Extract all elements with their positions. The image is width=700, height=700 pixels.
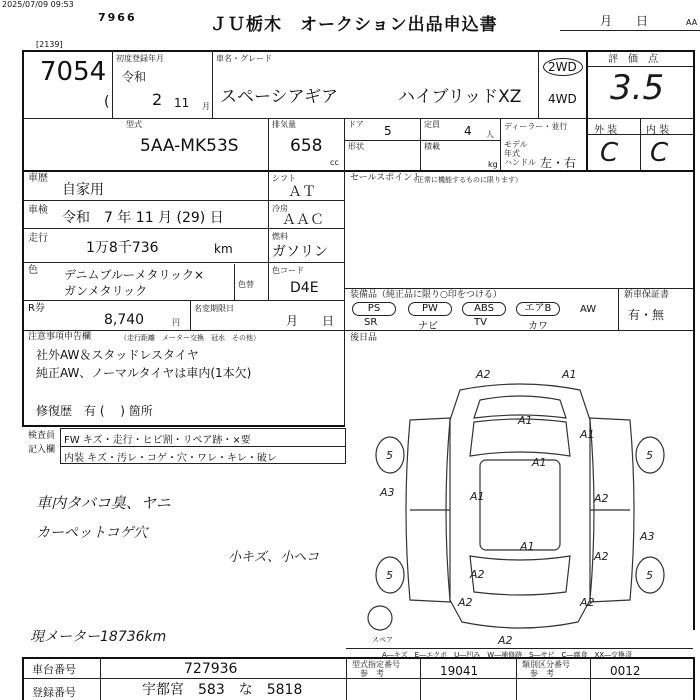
spare-wheel bbox=[368, 606, 392, 630]
mileage-label: 走行 bbox=[28, 233, 48, 244]
date-suffix: AA bbox=[686, 18, 698, 27]
mark-front-left: A2 bbox=[476, 368, 491, 381]
divider bbox=[100, 657, 101, 700]
warranty: 有・無 bbox=[628, 308, 665, 322]
mark-roof: A1 bbox=[532, 456, 547, 469]
color-line1: デニムブルーメタリック× bbox=[64, 268, 205, 282]
inspector-row2: 内装 キズ・汚レ・コゲ・穴・ワレ・キレ・破レ bbox=[64, 453, 277, 464]
sales-points-note: （正常に機能するものに限ります） bbox=[410, 176, 522, 184]
registration-month: 11 bbox=[174, 96, 190, 110]
recycle-label: R券 bbox=[28, 303, 45, 314]
divider bbox=[22, 170, 24, 332]
plate-number: 宇都宮 583 な 5818 bbox=[142, 682, 303, 698]
divider bbox=[22, 657, 24, 700]
spare-label: スペア bbox=[372, 636, 393, 644]
equip-pw: PW bbox=[408, 302, 452, 316]
mark-right-fender: A1 bbox=[580, 428, 595, 441]
mark-left-quarter: A2 bbox=[470, 568, 485, 581]
divider bbox=[693, 657, 695, 700]
category: 0012 bbox=[610, 664, 641, 678]
load-label: 積載 bbox=[424, 142, 440, 151]
mark-hood: A1 bbox=[518, 414, 533, 427]
inspection-label: 車検 bbox=[28, 205, 48, 216]
interior-grade: C bbox=[650, 138, 669, 168]
notes-line1: 社外AW＆スタッドレスタイヤ bbox=[36, 348, 199, 362]
color-change-label: 色替 bbox=[238, 280, 254, 289]
ref-label-1: 参 考 bbox=[360, 669, 384, 678]
date-fields: 月 日 bbox=[600, 14, 649, 28]
handwritten-line2: カーペットコゲ穴 bbox=[36, 525, 148, 541]
equip-abs: ABS bbox=[462, 302, 506, 316]
page-title: ＪＵ栃木 オークション出品申込書 bbox=[210, 15, 498, 35]
car-diagram bbox=[340, 360, 694, 650]
body-label: 形状 bbox=[348, 142, 364, 151]
rear-window bbox=[470, 556, 570, 595]
divider bbox=[22, 200, 344, 201]
interior-label: 内 装 bbox=[646, 125, 670, 136]
inspector-label1: 検査員 bbox=[28, 431, 56, 441]
divider bbox=[22, 262, 344, 263]
frame-top bbox=[22, 50, 694, 52]
color-line2: ガンメタリック bbox=[64, 284, 148, 298]
mark-rear-left: A2 bbox=[458, 596, 473, 609]
model-code: 5AA-MK53S bbox=[140, 136, 239, 156]
equip-ps: PS bbox=[352, 302, 396, 316]
divider bbox=[346, 657, 347, 700]
divider bbox=[344, 140, 500, 141]
timestamp: 2025/07/09 09:53 bbox=[2, 0, 74, 9]
divider bbox=[22, 330, 24, 426]
ref-label-2: 参 考 bbox=[530, 669, 554, 678]
equip-navi: ナビ bbox=[418, 321, 438, 332]
stamp-code: 7966 bbox=[98, 11, 137, 24]
lot-mark: ( bbox=[104, 94, 110, 110]
wheel-rl-grade: 5 bbox=[386, 569, 393, 582]
frame-left bbox=[22, 50, 24, 170]
warranty-label: 新車保証書 bbox=[624, 290, 670, 300]
equip-tv: TV bbox=[474, 317, 487, 328]
equip-airbag: エアB bbox=[516, 302, 560, 316]
mark-left-door: A1 bbox=[470, 490, 485, 503]
inspection: 令和 7 年 11 月 (29) 日 bbox=[62, 210, 224, 226]
divider bbox=[420, 118, 421, 170]
recycle: 8,740 bbox=[104, 312, 145, 328]
mark-front-right: A1 bbox=[562, 368, 577, 381]
category-label: 類別区分番号 bbox=[522, 660, 570, 669]
divider bbox=[190, 300, 191, 330]
divider bbox=[60, 446, 346, 447]
chassis-label: 車台番号 bbox=[32, 663, 76, 676]
registration-month-unit: 月 bbox=[202, 102, 210, 111]
recycle-unit: 円 bbox=[172, 318, 180, 327]
grade-label: 評 価 点 bbox=[608, 54, 658, 65]
repair-label: 修復歴 bbox=[36, 404, 73, 418]
date-underline bbox=[560, 30, 700, 31]
color-code: D4E bbox=[290, 280, 319, 296]
divider bbox=[344, 118, 345, 170]
sales-points-label: セールスポイント bbox=[350, 173, 422, 183]
divider bbox=[590, 657, 591, 700]
mark-right-quarter: A2 bbox=[594, 550, 609, 563]
divider bbox=[693, 170, 695, 332]
history: 自家用 bbox=[62, 182, 104, 198]
wheel-fl-grade: 5 bbox=[386, 449, 393, 462]
model-year-label: モデル年式 bbox=[504, 140, 528, 158]
lot-number: 7054 bbox=[40, 57, 107, 87]
ac-label: 冷房 bbox=[272, 204, 288, 213]
exterior-grade: C bbox=[600, 138, 619, 168]
handle-label: ハンドル bbox=[504, 158, 536, 167]
ac: ＡＡＣ bbox=[282, 212, 324, 228]
divider bbox=[344, 288, 693, 289]
divider bbox=[586, 66, 693, 67]
inspector-row1: FW キズ・走行・ヒビ割・リペア跡・×要 bbox=[64, 435, 251, 446]
displacement: 658 bbox=[290, 136, 323, 156]
divider bbox=[538, 50, 539, 118]
car-grade: ハイブリッドXZ bbox=[398, 87, 522, 107]
divider bbox=[22, 300, 344, 301]
divider bbox=[22, 228, 344, 229]
car-name: スペーシアギア bbox=[220, 87, 338, 107]
capacity: 4 bbox=[464, 124, 472, 138]
mark-left-side: A3 bbox=[380, 486, 395, 499]
divider bbox=[516, 657, 517, 700]
rear-label: 後日品 bbox=[350, 333, 378, 343]
notes-label: 注意事項申告欄 bbox=[28, 332, 92, 342]
divider bbox=[22, 330, 694, 331]
divider bbox=[268, 170, 269, 300]
model-spec: 19041 bbox=[440, 664, 479, 678]
plate-label: 登録番号 bbox=[32, 686, 76, 699]
notes-sublabel: （走行距離 メーター交換 冠水 その他） bbox=[120, 334, 260, 342]
model-label: 型式 bbox=[126, 120, 142, 129]
first-registration-label: 初度登録年月 bbox=[116, 54, 164, 63]
frame-right bbox=[693, 50, 695, 170]
equip-aw: AW bbox=[580, 304, 597, 315]
divider bbox=[112, 50, 113, 118]
registration-year: 2 bbox=[152, 90, 163, 109]
doors-label: ドア bbox=[348, 120, 364, 129]
notes-line2: 純正AW、ノーマルタイヤは車内(1本欠) bbox=[36, 366, 252, 380]
wheel-rr-grade: 5 bbox=[646, 569, 653, 582]
equipment-label: 装備品（純正品に限り○印をつける） bbox=[350, 290, 502, 300]
divider bbox=[618, 288, 619, 330]
wheel-fr-grade: 5 bbox=[646, 449, 653, 462]
divider bbox=[344, 170, 345, 332]
mark-right-side: A3 bbox=[640, 530, 655, 543]
car-label: 車名・グレード bbox=[216, 54, 272, 63]
mileage: 1万8千736 bbox=[86, 240, 159, 256]
mark-rear: A1 bbox=[520, 540, 535, 553]
roof bbox=[480, 460, 560, 550]
divider bbox=[268, 118, 269, 170]
divider bbox=[212, 50, 213, 118]
color-label: 色 bbox=[28, 265, 38, 276]
frame-bottom-top bbox=[22, 170, 694, 172]
displacement-label: 排気量 bbox=[272, 120, 296, 129]
color-code-label: 色コード bbox=[272, 266, 304, 275]
capacity-unit: 人 bbox=[486, 130, 494, 139]
divider bbox=[22, 425, 345, 427]
history-label: 車歴 bbox=[28, 173, 48, 184]
equip-sr: SR bbox=[364, 317, 378, 328]
capacity-label: 定員 bbox=[424, 120, 440, 129]
chassis-number: 727936 bbox=[184, 661, 238, 677]
divider bbox=[22, 657, 694, 659]
divider bbox=[420, 657, 421, 700]
dealer-label: ディーラー・並行 bbox=[504, 122, 568, 131]
grade-value: 3.5 bbox=[610, 68, 665, 108]
sheet-code: [2139] bbox=[36, 40, 63, 49]
shift-label: シフト bbox=[272, 174, 296, 183]
equip-leather: カワ bbox=[528, 321, 548, 332]
shift: ＡＴ bbox=[288, 184, 316, 200]
doors: 5 bbox=[384, 124, 392, 138]
drive-2wd: 2WD bbox=[548, 60, 577, 74]
handwritten-meter: 現メーター18736km bbox=[30, 629, 167, 645]
divider bbox=[346, 648, 693, 649]
mark-rear-right: A2 bbox=[580, 596, 595, 609]
divider bbox=[500, 118, 501, 170]
name-change-label: 名変期限日 bbox=[194, 304, 234, 313]
repair: 有 ( ) 箇所 bbox=[84, 404, 153, 418]
model-spec-label: 型式指定番号 bbox=[352, 660, 400, 669]
registration-era: 令和 bbox=[122, 70, 147, 84]
divider bbox=[234, 264, 235, 300]
handle: 左・右 bbox=[540, 156, 577, 170]
divider bbox=[586, 50, 588, 170]
divider bbox=[22, 678, 694, 679]
load-unit: kg bbox=[488, 160, 498, 169]
mark-bumper: A2 bbox=[498, 634, 513, 647]
divider bbox=[640, 118, 641, 170]
handwritten-center: 小キズ、小ヘコ bbox=[228, 550, 320, 565]
fuel: ガソリン bbox=[272, 244, 328, 260]
displacement-unit: cc bbox=[330, 158, 339, 167]
name-change: 月 日 bbox=[286, 314, 335, 328]
exterior-label: 外 装 bbox=[594, 125, 618, 136]
handwritten-line1: 車内タバコ臭、ヤニ bbox=[36, 494, 171, 512]
drive-4wd: 4WD bbox=[548, 92, 577, 106]
legend: A―キズ E―エクボ U―凹み W―補修跡 S―サビ C―腐食 XX―交換済 bbox=[382, 651, 633, 659]
mileage-unit: km bbox=[214, 242, 233, 256]
row-divider bbox=[22, 118, 586, 119]
fuel-label: 燃料 bbox=[272, 232, 288, 241]
inspector-label2: 記入欄 bbox=[28, 445, 56, 455]
mark-right-door: A2 bbox=[594, 492, 609, 505]
